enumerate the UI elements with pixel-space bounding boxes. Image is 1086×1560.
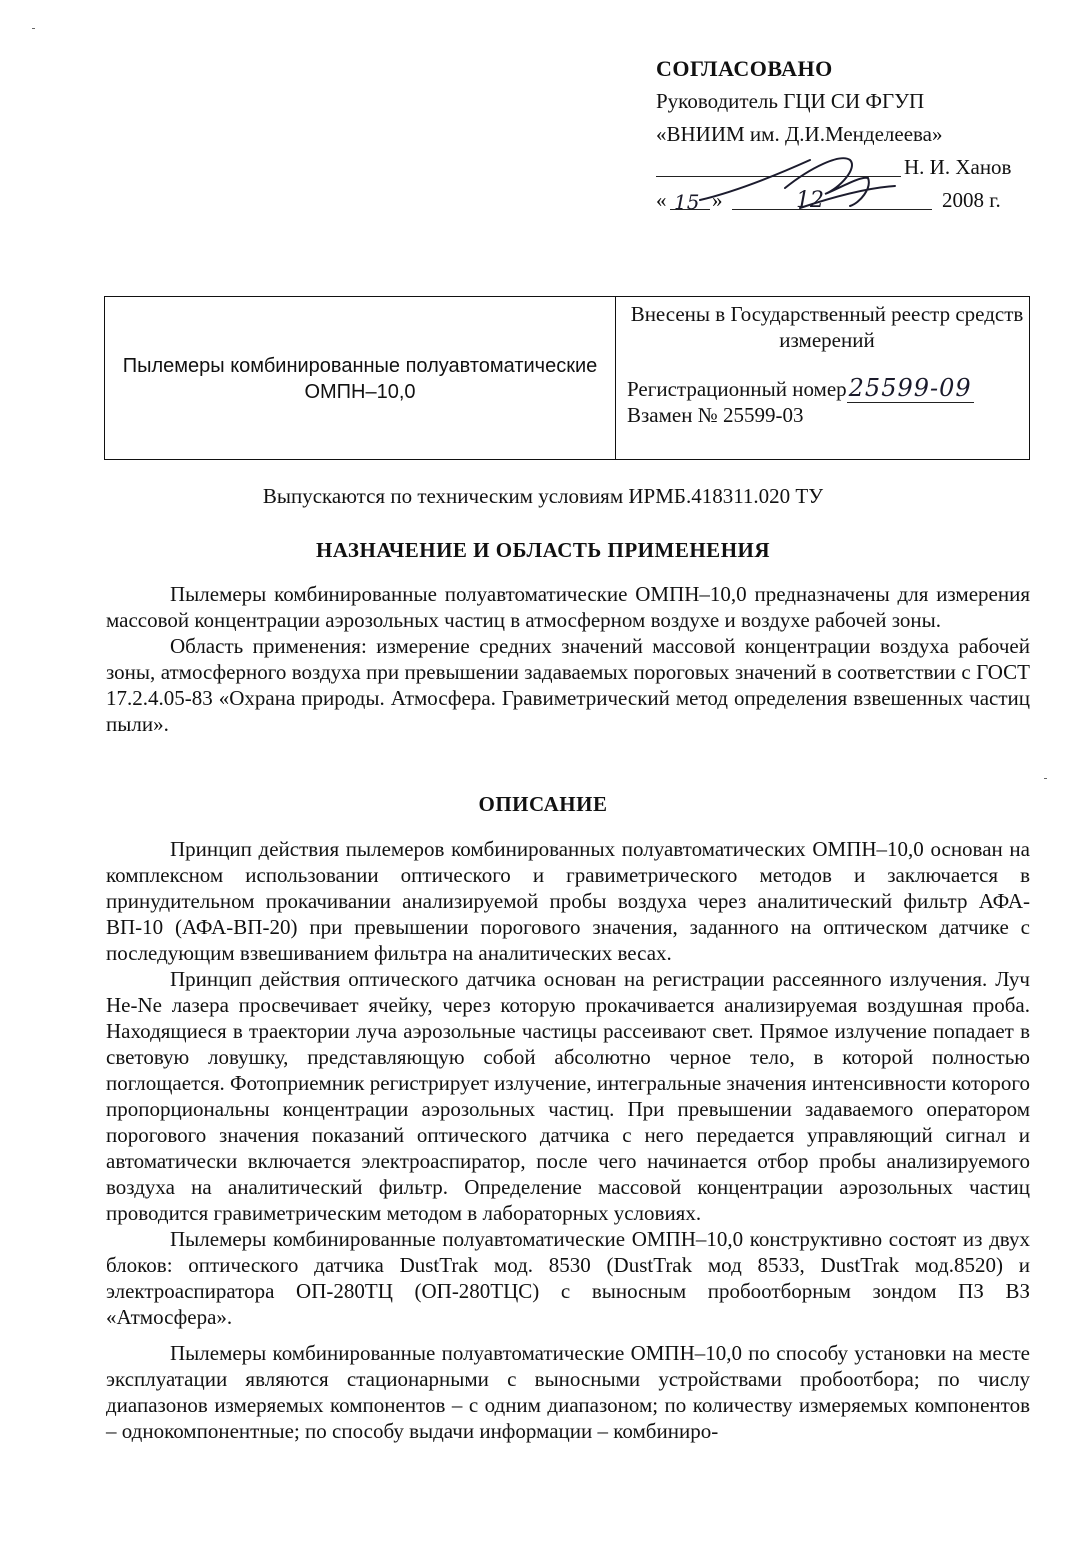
paragraph: Пылемеры комбинированные полуавтоматические ОМПН–10,0 по способу установки на месте эксплуатации являются стационарными с выносными устройствами пробоотбора; по числу диапазонов измеряемых компонентов – с одним диапазоном; по количеству измеряемых компонентов – однокомпонентные; по способу выдачи информации – комбиниро- bbox=[106, 1341, 1030, 1443]
approver-position: Руководитель ГЦИ СИ ФГУП bbox=[656, 89, 925, 113]
signer-name: Н. И. Ханов bbox=[904, 155, 1012, 179]
handwritten-signature bbox=[690, 148, 920, 238]
box-divider bbox=[615, 297, 616, 459]
approver-organization: «ВНИИМ им. Д.И.Менделеева» bbox=[656, 122, 943, 146]
section-purpose-body bbox=[106, 581, 1030, 737]
date-open-quote: « bbox=[656, 188, 667, 212]
registration-box bbox=[104, 296, 1030, 460]
registration-number-line bbox=[627, 375, 1027, 402]
paragraph: Принцип действия оптического датчика основан на регистрации рассеянного излучения. Луч He-Ne лазера просвечивает ячейку, через которую прокачивается анализируемая воздушная проба. Находящиеся в траектории луча аэрозольные частицы рассеивают свет. Прямое излучение попадает в световую ловушку, представляющую собой абсолютно черное тело, в которой полностью поглощается. Фотоприемник регистрирует излучение, интегральные значения интенсивности которого пропорциональны концентрации аэрозольных частиц. При превышении задаваемого оператором порогового значения показаний оптического датчика с него передается управляющий сигнал и автоматически включается электроаспиратор, после чего начинается отбор пробы анализируемого воздуха на аналитический фильтр. Определение массовой концентрации аэрозольных частиц проводится гравиметрическим методом в лабораторных условиях. bbox=[106, 967, 1030, 1225]
approval-header: СОГЛАСОВАНО bbox=[656, 56, 833, 81]
date-day: 15 bbox=[674, 190, 700, 214]
paragraph: Пылемеры комбинированные полуавтоматические ОМПН–10,0 предназначены для измерения массовой концентрации аэрозольных частиц в атмосферном воздухе и воздухе рабочей зоны. bbox=[106, 582, 1030, 632]
paragraph: Принцип действия пылемеров комбинированных полуавтоматических ОМПН–10,0 основан на комплексном использовании оптического и гравиметрического методов и заключается в принудительном прокачивании анализируемой пробы воздуха через аналитический фильтр АФА-ВП-10 (АФА-ВП-20) при превышении порогового значения, заданного на оптическом датчике с последующим взвешиванием фильтра на аналитических весах. bbox=[106, 837, 1030, 965]
paragraph: Пылемеры комбинированные полуавтоматические ОМПН–10,0 конструктивно состоят из двух блоков: оптического датчика DustTrak мод. 8530 (DustTrak мод 8533, DustTrak мод.8520) и электроаспиратора ОП-280ТЦ (ОП-280ТЦС) с выносным пробоотборным зондом ПЗ ВЗ «Атмосфера». bbox=[106, 1227, 1030, 1329]
replaces-number: Взамен № 25599-03 bbox=[627, 403, 804, 427]
section-description-body bbox=[106, 836, 1030, 1444]
product-name: Пылемеры комбинированные полуавтоматические ОМПН–10,0 bbox=[122, 355, 598, 403]
register-info bbox=[627, 301, 1027, 428]
technical-conditions: Выпускаются по техническим условиям ИРМБ.418311.020 ТУ bbox=[262, 484, 824, 508]
reg-number-label: Регистрационный номер bbox=[627, 377, 847, 401]
reg-number-value: 25599-09 bbox=[848, 374, 972, 402]
date-month: 12 bbox=[796, 188, 824, 213]
section-title-purpose: НАЗНАЧЕНИЕ И ОБЛАСТЬ ПРИМЕНЕНИЯ bbox=[315, 538, 771, 562]
paragraph: Область применения: измерение средних значений массовой концентрации воздуха рабочей зоны, атмосферного воздуха при превышении задаваемых пороговых значений в соответствии с ГОСТ 17.2.4.05-83 «Охрана природы. Атмосфера. Гравиметрический метод определения взвешенных частиц пыли». bbox=[106, 634, 1030, 736]
date-year: 2008 г. bbox=[942, 188, 1001, 212]
scan-speck bbox=[32, 28, 35, 29]
section-title-description: ОПИСАНИЕ bbox=[478, 792, 608, 816]
register-title: Внесены в Государственный реестр средств измерений bbox=[630, 302, 1024, 352]
scan-speck bbox=[1044, 778, 1047, 779]
date-close-quote: » bbox=[712, 188, 723, 212]
